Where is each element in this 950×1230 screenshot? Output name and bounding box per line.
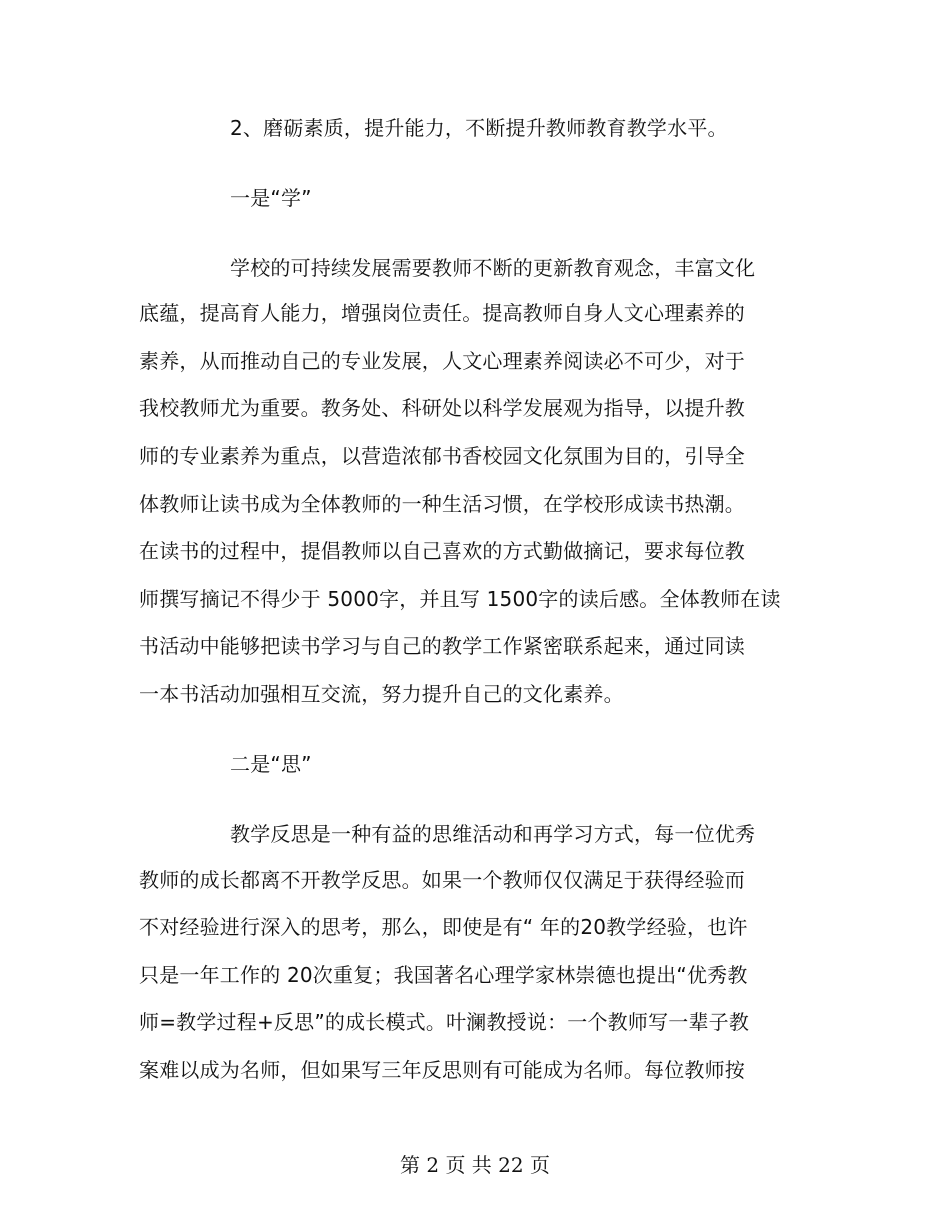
paragraph-line: 案难以成为名师，但如果写三年反思则有可能成为名师。每位教师按 xyxy=(139,1058,745,1082)
section-heading: 2、磨砺素质，提升能力，不断提升教师教育教学水平。 xyxy=(230,116,728,140)
paragraph-line: 师的专业素养为重点，以营造浓郁书香校园文化氛围为目的，引导全 xyxy=(139,444,745,468)
page-footer: 第 2 页 共 22 页 xyxy=(400,1153,550,1177)
paragraph-line: 一本书活动加强相互交流，努力提升自己的文化素养。 xyxy=(139,682,624,706)
paragraph-line: 学校的可持续发展需要教师不断的更新教育观念，丰富文化 xyxy=(230,256,756,280)
paragraph-line: 书活动中能够把读书学习与自己的教学工作紧密联系起来，通过同读 xyxy=(139,634,745,658)
part1-title: 一是“学” xyxy=(230,186,312,210)
paragraph-line: 师撰写摘记不得少于 5000字，并且写 1500字的读后感。全体教师在读 xyxy=(139,587,781,611)
part2-title: 二是“思” xyxy=(230,752,312,776)
paragraph-line: 师=教学过程+反思”的成长模式。叶澜教授说：一个教师写一辈子教 xyxy=(139,1010,750,1034)
paragraph-line: 素养，从而推动自己的专业发展，人文心理素养阅读必不可少，对于 xyxy=(139,349,745,373)
paragraph-line: 体教师让读书成为全体教师的一种生活习惯，在学校形成读书热潮。 xyxy=(139,492,745,516)
paragraph-line: 教学反思是一种有益的思维活动和再学习方式，每一位优秀 xyxy=(230,822,756,846)
paragraph-line: 在读书的过程中，提倡教师以自己喜欢的方式勤做摘记，要求每位教 xyxy=(139,539,745,563)
paragraph-line: 只是一年工作的 20次重复；我国著名心理学家林崇德也提出“优秀教 xyxy=(139,963,748,987)
paragraph-line: 教师的成长都离不开教学反思。如果一个教师仅仅满足于获得经验而 xyxy=(139,868,745,892)
paragraph-line: 底蕴，提高育人能力，增强岗位责任。提高教师自身人文心理素养的 xyxy=(139,301,745,325)
paragraph-line: 不对经验进行深入的思考，那么，即使是有“ 年的20教学经验，也许 xyxy=(139,915,748,939)
paragraph-line: 我校教师尤为重要。教务处、科研处以科学发展观为指导，以提升教 xyxy=(139,396,745,420)
